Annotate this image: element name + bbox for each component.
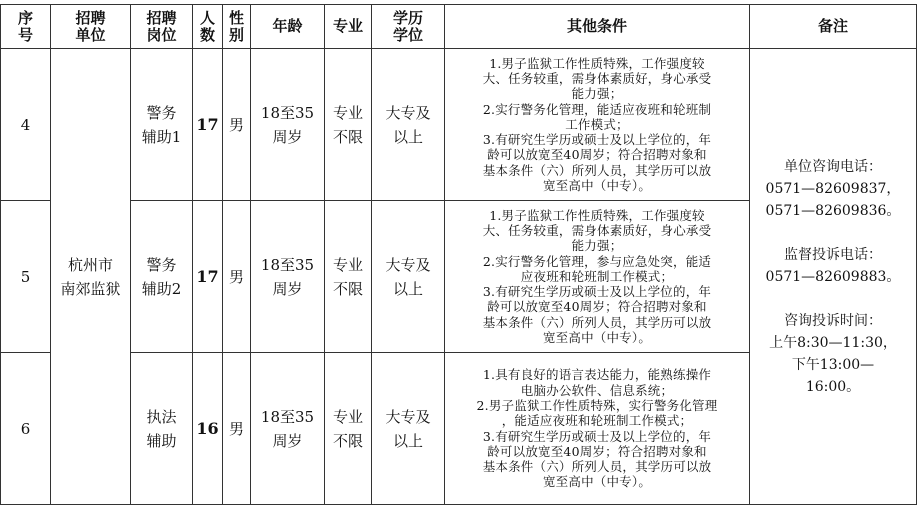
edu-cell: 大专及 以上 <box>372 353 445 505</box>
age-cell: 18至35 周岁 <box>251 49 325 201</box>
time-pm: 下午13:00— <box>791 356 875 373</box>
edu-cell: 大专及 以上 <box>372 49 445 201</box>
count-cell: 17 <box>193 49 223 201</box>
gender-cell: 男 <box>223 49 251 201</box>
conditions-cell: 1.男子监狱工作性质特殊，工作强度较 大、任务较重，需身体素质好，身心承受 能力强； 2.实行警务化管理，参与应急处突，能适 应夜班和轮班制工作模式； 3.有研究生学历或硕士及以上学位的，年 龄可以放宽至40周岁；符合招聘对象和 基本条件（六）所列人员，其学历可以放 宽至高中（中专）。 <box>445 201 750 353</box>
seq-cell: 6 <box>1 353 51 505</box>
post-cell: 警务 辅助2 <box>131 201 193 353</box>
age-cell: 18至35 周岁 <box>251 201 325 353</box>
header-age: 年龄 <box>251 5 325 49</box>
complaint-label: 监督投诉电话： <box>784 246 882 263</box>
age-cell: 18至35 周岁 <box>251 353 325 505</box>
unit-cell: 杭州市 南郊监狱 <box>51 49 131 505</box>
header-edu: 学历 学位 <box>372 5 445 49</box>
count-cell: 17 <box>193 201 223 353</box>
count-cell: 16 <box>193 353 223 505</box>
header-major: 专业 <box>325 5 372 49</box>
conditions-cell: 1.男子监狱工作性质特殊，工作强度较 大、任务较重，需身体素质好，身心承受 能力强； 2.实行警务化管理，能适应夜班和轮班制 工作模式； 3.有研究生学历或硕士及以上学位的，年 龄可以放宽至40周岁；符合招聘对象和 基本条件（六）所列人员，其学历可以放 宽至高中（中专）。 <box>445 49 750 201</box>
header-count: 人 数 <box>193 5 223 49</box>
post-cell: 警务 辅助1 <box>131 49 193 201</box>
seq-cell: 5 <box>1 201 51 353</box>
time-label: 咨询投诉时间： <box>784 312 882 329</box>
header-row <box>1 5 917 49</box>
major-cell: 专业 不限 <box>325 49 372 201</box>
major-cell: 专业 不限 <box>325 201 372 353</box>
post-cell: 执法 辅助 <box>131 353 193 505</box>
gender-cell: 男 <box>223 201 251 353</box>
header-seq: 序 号 <box>1 5 51 49</box>
note-cell <box>750 49 917 505</box>
header-post: 招聘 岗位 <box>131 5 193 49</box>
seq-cell: 4 <box>1 49 51 201</box>
header-gender: 性 别 <box>223 5 251 49</box>
recruitment-table <box>0 4 917 505</box>
table-row <box>1 49 917 201</box>
major-cell: 专业 不限 <box>325 353 372 505</box>
time-end: 16:00。 <box>805 378 861 395</box>
edu-cell: 大专及 以上 <box>372 201 445 353</box>
time-am: 上午8:30—11:30， <box>769 334 897 351</box>
phone-2: 0571—82609836。 <box>765 202 901 219</box>
header-unit: 招聘 单位 <box>51 5 131 49</box>
complaint-phone: 0571—82609883。 <box>765 268 901 285</box>
phone-label: 单位咨询电话： <box>784 158 882 175</box>
header-other: 其他条件 <box>445 5 750 49</box>
conditions-cell: 1.具有良好的语言表达能力，能熟练操作 电脑办公软件、信息系统； 2.男子监狱工作性质特殊，实行警务化管理 ，能适应夜班和轮班制工作模式； 3.有研究生学历或硕士及以上学位的，年 龄可以放宽至40周岁；符合招聘对象和 基本条件（六）所列人员，其学历可以放 宽至高中（中专）。 <box>445 353 750 505</box>
phone-1: 0571—82609837， <box>765 180 901 197</box>
header-note: 备注 <box>750 5 917 49</box>
gender-cell: 男 <box>223 353 251 505</box>
